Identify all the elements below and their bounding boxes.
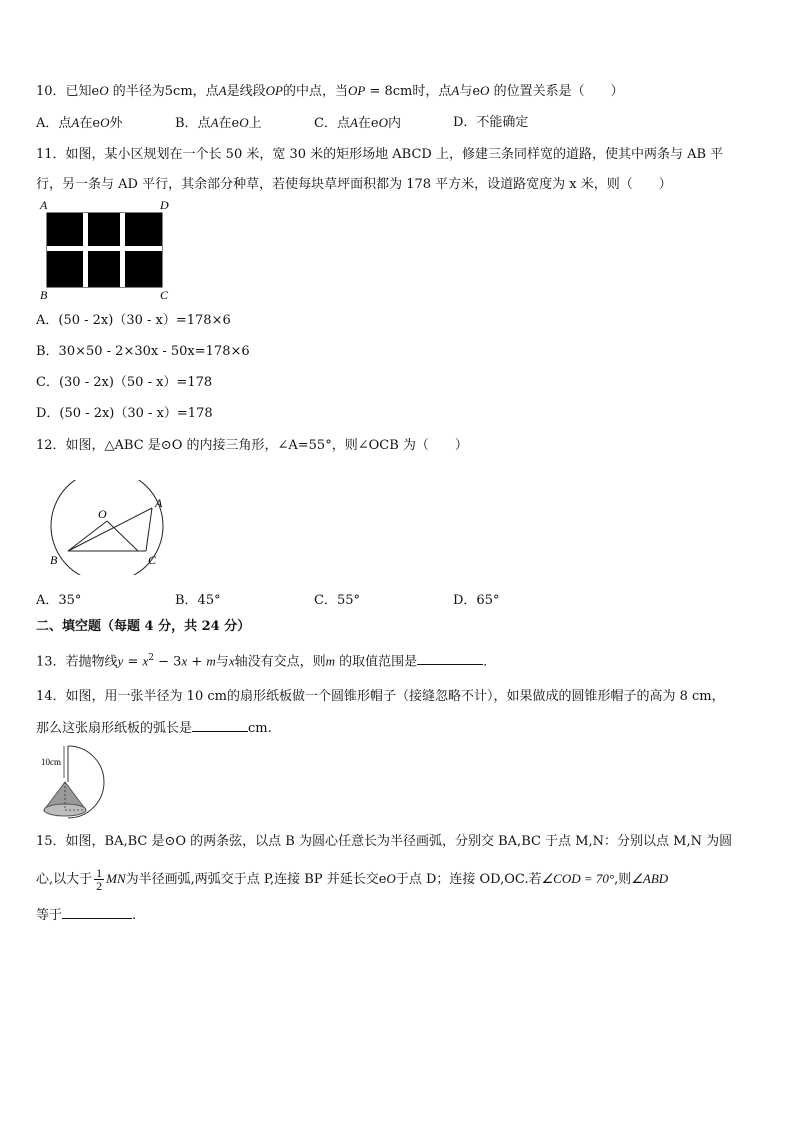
q12-segment-ba <box>68 508 152 551</box>
q13-stem <box>36 649 496 671</box>
q12-option-a: A．35° <box>36 593 82 608</box>
q10-var-a: A <box>218 83 227 98</box>
q10-circle-symbol: e <box>91 84 100 99</box>
q11-road-horizontal <box>47 246 162 251</box>
q14-label-10cm: 10cm <box>41 757 61 767</box>
q12-label-b: B <box>50 553 58 567</box>
q15-stem-line1: 15．如图，BA,BC 是⊙O 的两条弦，以点 B 为圆心任意长为半径画弧，分别交 BA,BC 于点 M,N：分别以点 M,N 为圆 <box>36 834 733 849</box>
q10-option-b-var: A <box>210 115 219 130</box>
q10-option-c-text: 在 <box>357 116 371 131</box>
q15-stem-line2 <box>36 866 668 893</box>
q15-var-mn: MN <box>106 871 126 886</box>
q13-var-m: m <box>206 653 216 669</box>
q10-circle-symbol: e <box>472 84 481 99</box>
q13-text: − 3 <box>154 654 182 670</box>
q10-option-b-text: B．点 <box>175 116 211 131</box>
q10-var-o: O <box>99 83 109 98</box>
q12-label-o: O <box>98 507 107 521</box>
q11-option-b: B．30×50 - 2×30x - 50x=178×6 <box>36 344 250 359</box>
q14-figure <box>36 742 116 822</box>
q15-text: 心,以大于 <box>36 872 93 887</box>
q10-option-b-var: O <box>239 115 249 130</box>
q10-option-c-circle: e <box>370 116 379 131</box>
q15-text: 等于 <box>36 908 63 923</box>
q12-option-b: B．45° <box>175 593 221 608</box>
q12-label-a: A <box>155 496 163 510</box>
q10-stem <box>36 82 624 101</box>
q10-option-a-text: 外 <box>109 116 123 131</box>
q13-text: + <box>187 654 207 670</box>
section-title: 二、填空题（每题 4 分，共 24 分） <box>36 619 251 634</box>
q10-option-a-circle: e <box>92 116 101 131</box>
q13-var-x: x <box>228 653 235 669</box>
q13-var-x: x <box>142 653 149 669</box>
q10-option-d: D．不能确定 <box>453 115 529 130</box>
q11-label-d: D <box>160 198 169 212</box>
q10-text: 的半径为5cm，点 <box>108 84 219 99</box>
q15-fraction <box>94 867 104 892</box>
q11-option-a: A．(50 - 2x)（30 - x）=178×6 <box>36 313 231 328</box>
q10-var-op: OP <box>347 83 366 98</box>
q10-option-a-text: A．点 <box>36 116 72 131</box>
q15-var-o: O <box>386 871 396 886</box>
q13-answer-blank[interactable] <box>417 651 483 665</box>
q12-figure <box>42 480 177 575</box>
q13-var-m: m <box>325 653 335 669</box>
q15-angle-cod: ∠COD = 70° <box>541 871 615 886</box>
q10-text: 与 <box>459 84 473 99</box>
q15-circle-symbol: e <box>378 872 387 887</box>
q13-var-y: y <box>117 653 124 669</box>
q10-option-c-var: O <box>378 115 389 130</box>
q15-stem-line3 <box>36 905 136 925</box>
q13-exponent: 2 <box>148 653 155 663</box>
q13-var-x: x <box>181 653 188 669</box>
q10-text: 的中点，当 <box>282 84 348 99</box>
q15-text: ,则 <box>614 872 632 887</box>
q12-circle <box>51 480 163 575</box>
q13-text: ． <box>483 654 497 670</box>
q10-option-a <box>36 114 122 133</box>
q12-segment-ac <box>146 508 152 551</box>
q14-stem-line2 <box>36 718 272 738</box>
q11-road-vertical-1 <box>83 213 88 287</box>
q10-option-a-var: O <box>100 115 110 130</box>
q14-stem-line1: 14．如图，用一张半径为 10 cm的扇形纸板做一个圆锥形帽子（接缝忽略不计），如果做成的圆锥形帽子的高为 8 cm， <box>36 689 725 704</box>
q12-option-d: D．65° <box>453 593 500 608</box>
q12-option-c: C．55° <box>314 593 360 608</box>
q10-option-c-text: 内 <box>388 116 402 131</box>
q10-option-c-text: C．点 <box>314 116 350 131</box>
q11-label-b: B <box>40 288 48 302</box>
q10-option-c <box>314 114 401 133</box>
q11-label-c: C <box>160 288 169 302</box>
q14-text: cm. <box>248 721 272 736</box>
q15-fraction-numerator: 1 <box>96 866 103 880</box>
q11-label-a: A <box>40 198 48 212</box>
q10-option-b-text: 上 <box>248 116 262 131</box>
q13-text: 的取值范围是 <box>335 654 418 670</box>
q10-option-c-var: A <box>349 115 358 130</box>
q10-option-b-circle: e <box>231 116 240 131</box>
q11-figure <box>36 196 176 304</box>
q10-text: = 8cm时，点 <box>365 84 452 99</box>
q13-text: = <box>123 654 143 670</box>
q10-text: 的位置关系是（ ） <box>489 84 624 99</box>
q14-answer-blank[interactable] <box>192 718 248 732</box>
q11-option-d: D．(50 - 2x)（30 - x）=178 <box>36 406 213 421</box>
q15-fraction-denominator: 2 <box>96 879 103 893</box>
q11-stem-line2: 行，另一条与 AD 平行，其余部分种草，若使每块草坪面积都为 178 平方米，设道路宽度为 x 米，则（ ） <box>36 177 672 192</box>
q10-option-b-text: 在 <box>218 116 232 131</box>
q13-text: 13．若抛物线 <box>36 654 118 670</box>
q10-text: 是线段 <box>226 84 266 99</box>
q15-text: 于点 D；连接 OD,OC.若 <box>395 872 542 887</box>
q13-text: 与 <box>215 654 229 670</box>
q15-angle-abd: ∠ABD <box>631 871 669 886</box>
q11-option-c: C．(30 - 2x)（50 - x）=178 <box>36 375 213 390</box>
q10-option-a-var: A <box>71 115 80 130</box>
q15-text: 为半径画弧,两弧交于点 P,连接 BP 并延长交 <box>125 872 379 887</box>
q15-answer-blank[interactable] <box>62 905 132 919</box>
q11-stem-line1: 11．如图，某小区规划在一个长 50 米，宽 30 米的矩形场地 ABCD 上，修建三条同样宽的道路，使其中两条与 AB 平 <box>36 147 724 162</box>
q10-var-op: OP <box>265 83 283 98</box>
q13-text: 轴没有交点，则 <box>234 654 326 670</box>
q12-segment-ob <box>68 521 107 551</box>
q10-option-b <box>175 114 262 133</box>
q10-text: 10．已知 <box>36 84 92 99</box>
q10-var-o: O <box>480 83 490 98</box>
q10-var-a: A <box>451 83 460 98</box>
q15-text: . <box>132 908 137 923</box>
q12-stem: 12．如图，△ABC 是⊙O 的内接三角形，∠A=55°，则∠OCB 为（ ） <box>36 438 468 453</box>
q10-option-a-text: 在 <box>79 116 93 131</box>
q12-segment-oc <box>107 521 138 551</box>
q12-label-c: C <box>148 553 157 567</box>
q14-text: 那么这张扇形纸板的弧长是 <box>36 721 193 736</box>
q11-road-vertical-2 <box>120 213 125 287</box>
